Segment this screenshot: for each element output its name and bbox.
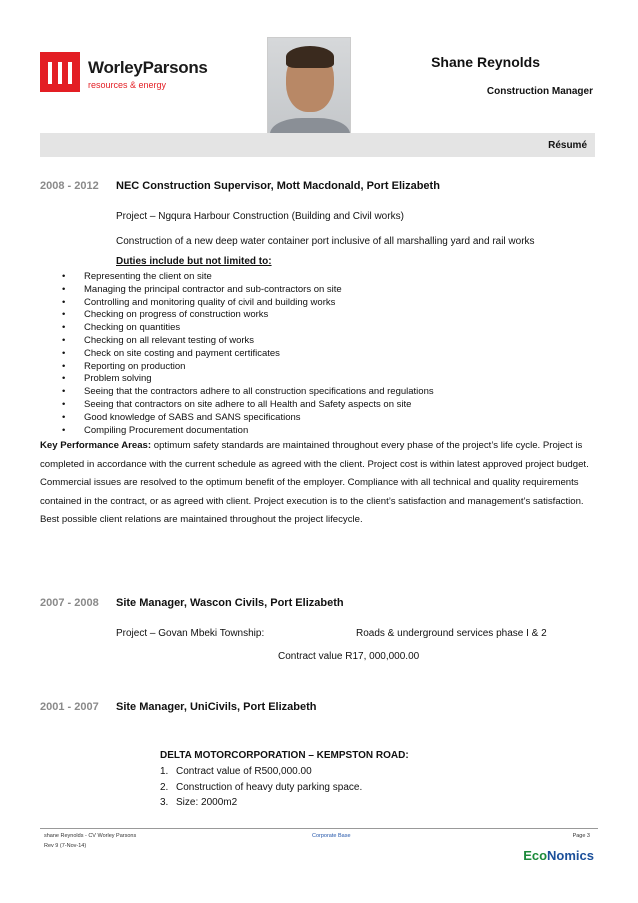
job3-items — [160, 766, 362, 813]
job2-period: 2007 - 2008 — [40, 597, 99, 609]
candidate-name: Shane Reynolds — [431, 54, 540, 70]
kpa-text: optimum safety standards are maintained throughout every phase of the project’s life cycle. Project is completed in accordance with the current schedule as agreed with the client. Project cost is within latest approved project budget. Commercial issues are resolved to the optimum benefit of the employer. Compliance with all technical and quality requirements contained in the contract, or as agreed with client. Project execution is to the client’s satisfaction and management’s satisfaction. Best possible client relations are maintained throughout the project lifecycle. — [40, 440, 589, 525]
bullet-icon: • — [62, 398, 66, 410]
bullet-icon: • — [62, 424, 66, 436]
job3-period: 2001 - 2007 — [40, 701, 99, 713]
job1-duties-list — [62, 271, 434, 437]
bullet-icon: • — [62, 373, 66, 385]
economics-logo: EcoNomics — [523, 848, 594, 863]
bullet-icon: • — [62, 296, 66, 308]
job1-project: Project – Ngqura Harbour Construction (Building and Civil works) — [116, 211, 404, 222]
list-item: • Representing the client on site — [62, 271, 212, 282]
job1-duties-heading: Duties include but not limited to: — [116, 256, 272, 267]
bullet-icon: • — [62, 322, 66, 334]
job3-title: Site Manager, UniCivils, Port Elizabeth — [116, 701, 317, 713]
bullet-icon: • — [62, 360, 66, 372]
job1-description: Construction of a new deep water container port inclusive of all marshalling yard and rail works — [116, 236, 535, 247]
list-item: • Checking on quantities — [62, 322, 181, 334]
job3-project-heading: DELTA MOTORCORPORATION – KEMPSTON ROAD: — [160, 750, 409, 761]
bullet-icon: • — [62, 386, 66, 398]
job2-contract-value: Contract value R17, 000,000.00 — [278, 651, 420, 662]
list-item: • Check on site costing and payment certificates — [62, 347, 280, 359]
list-item: • Good knowledge of SABS and SANS specifications — [62, 411, 301, 423]
list-item: • Managing the principal contractor and sub-contractors on site — [62, 283, 342, 295]
list-item: 1. Contract value of R500,000.00 — [160, 766, 312, 777]
job2-scope: Roads & underground services phase I & 2 — [356, 628, 547, 639]
candidate-role: Construction Manager — [486, 86, 593, 97]
bullet-icon: • — [62, 347, 66, 359]
list-item: • Controlling and monitoring quality of civil and building works — [62, 296, 336, 308]
section-title: Résumé — [548, 140, 587, 151]
kpa-label: Key Performance Areas: — [40, 440, 152, 451]
logo-name: WorleyParsons — [88, 58, 208, 77]
profile-photo — [267, 37, 351, 143]
job1-title: NEC Construction Supervisor, Mott Macdonald, Port Elizabeth — [116, 180, 440, 192]
footer-page: Page 3 — [572, 833, 590, 839]
list-item: • Checking on progress of construction works — [62, 309, 269, 321]
footer-left: shane Reynolds - CV Worley Parsons — [44, 833, 137, 839]
job2-project: Project – Govan Mbeki Township: — [116, 628, 265, 639]
list-item: • Compiling Procurement documentation — [62, 424, 249, 436]
key-performance-areas — [40, 437, 598, 530]
worleyparsons-logo — [40, 52, 220, 96]
job1-period: 2008 - 2012 — [40, 180, 99, 192]
bullet-icon: • — [62, 411, 66, 423]
bullet-icon: • — [62, 309, 66, 321]
footer-revision: Rev 9 (7-Nov-14) — [44, 843, 87, 849]
list-item: • Problem solving — [62, 373, 152, 385]
job2-title: Site Manager, Wascon Civils, Port Elizabeth — [116, 597, 344, 609]
list-item: • Seeing that contractors on site adhere to all Health and Safety aspects on site — [62, 398, 412, 410]
bullet-icon: • — [62, 283, 66, 295]
footer-middle: Corporate Base — [312, 833, 351, 839]
logo-tagline: resources & energy — [88, 80, 167, 90]
list-item: • Seeing that the contractors adhere to all construction specifications and regulations — [62, 386, 434, 398]
list-item: 2. Construction of heavy duty parking space. — [160, 781, 363, 793]
list-item: 3. Size: 2000m2 — [160, 797, 238, 808]
bullet-icon: • — [62, 334, 66, 346]
bullet-icon: • — [62, 271, 66, 282]
section-bar — [40, 133, 595, 157]
logo-mark-icon — [40, 52, 80, 92]
list-item: • Checking on all relevant testing of works — [62, 334, 255, 346]
footer-divider — [40, 828, 598, 829]
list-item: • Reporting on production — [62, 360, 186, 372]
